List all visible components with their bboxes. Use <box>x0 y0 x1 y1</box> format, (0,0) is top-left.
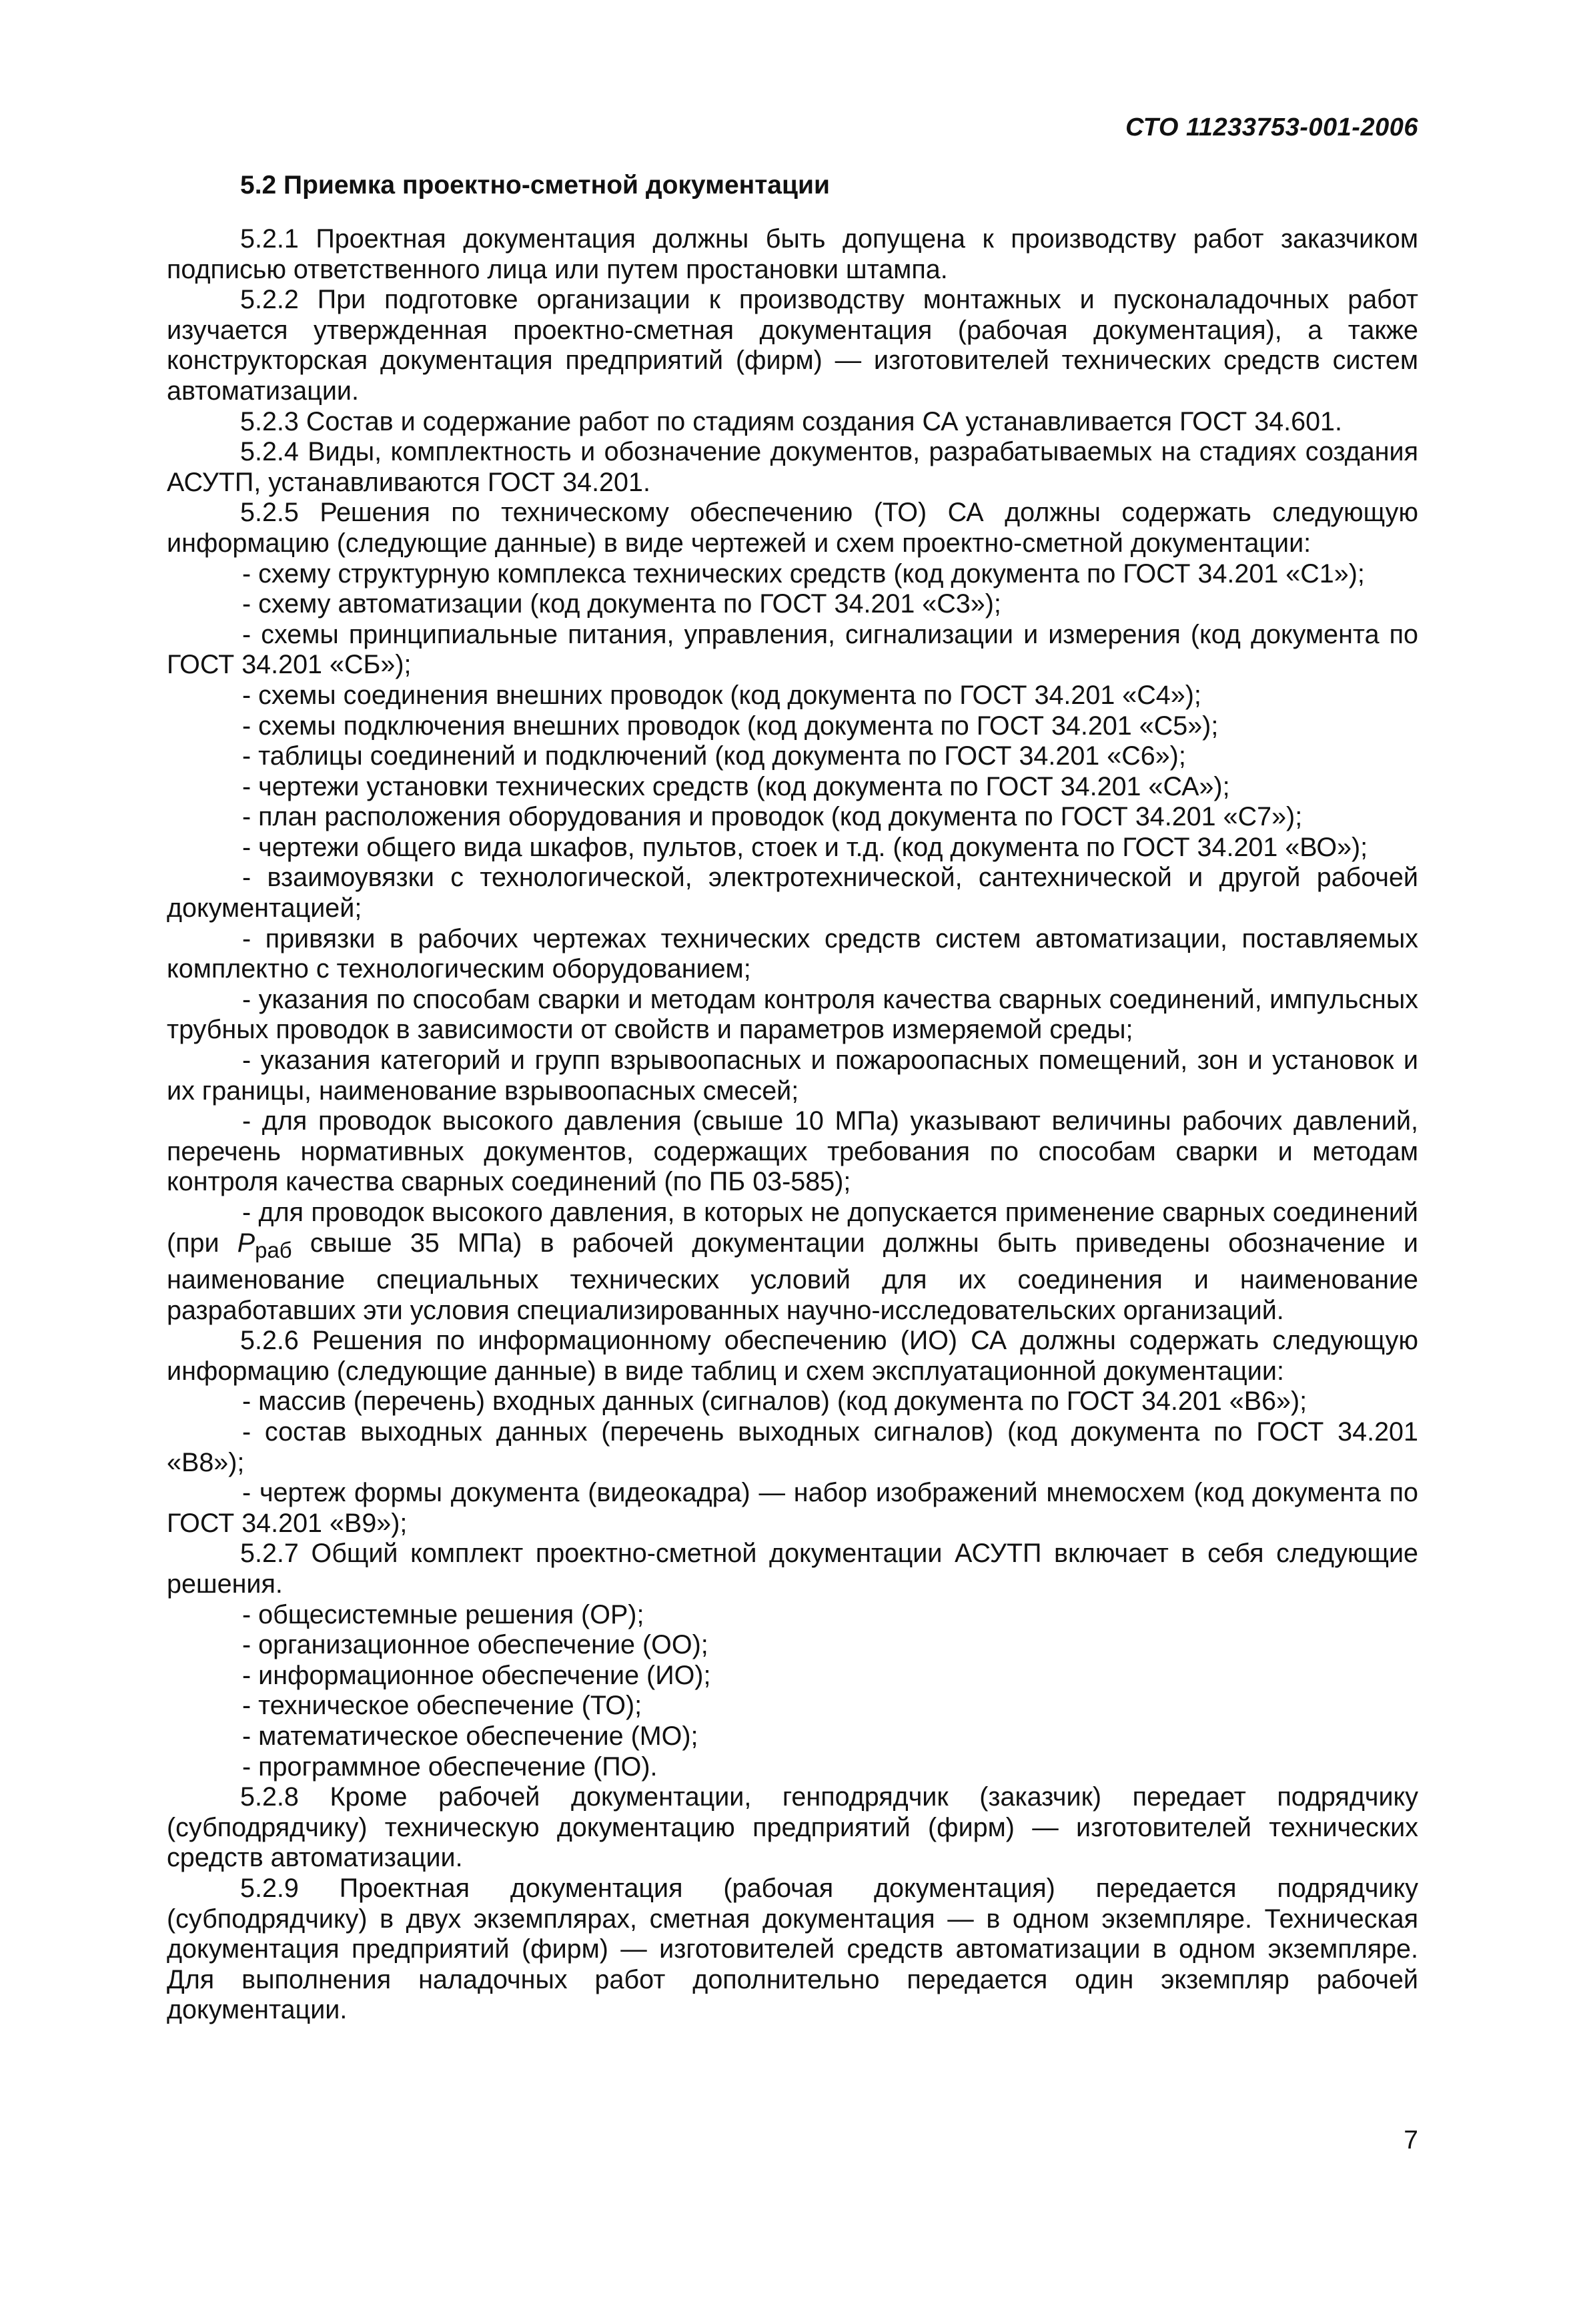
list-item: - схему автоматизации (код документа по ГОСТ 34.201 «С3»); <box>242 589 1001 619</box>
body-text <box>167 224 1418 2026</box>
list-item: - организационное обеспечение (ОО); <box>242 1630 708 1660</box>
list-item: - указания категорий и групп взрывоопасных и пожароопасных помещений, зон и установок и их границы, наименование взрывоопасных смесей; <box>167 1046 1418 1106</box>
section-title: 5.2 Приемка проектно-сметной документации <box>240 171 830 200</box>
page-number: 7 <box>1404 2126 1418 2155</box>
list-item: - указания по способам сварки и методам контроля качества сварных соединений, импульсных трубных проводок в зависимости от свойств и параметров измеряемой среды; <box>167 984 1418 1045</box>
list-item: - таблицы соединений и подключений (код документа по ГОСТ 34.201 «С6»); <box>242 741 1186 771</box>
paragraph: 5.2.2 При подготовке организации к производству монтажных и пусконаладочных работ изучается утвержденная проектно-сметная документация (рабочая документация), а также конструкторская документация предприятий (фирм) — изготовителей технических средств систем автоматизации. <box>167 285 1418 406</box>
list-item: - для проводок высокого давления (свыше 10 МПа) указывают величины рабочих давлений, перечень нормативных документов, содержащих требования по способам сварки и методам контроля качества сварных соединений (по ПБ 03-585); <box>167 1106 1418 1197</box>
paragraph: 5.2.6 Решения по информационному обеспечению (ИО) СА должны содержать следующую информацию (следующие данные) в виде таблиц и схем эксплуатационной документации: <box>167 1326 1418 1386</box>
paragraph: 5.2.4 Виды, комплектность и обозначение документов, разрабатываемых на стадиях создания АСУТП, устанавливаются ГОСТ 34.201. <box>167 437 1418 497</box>
text-before-formula: - для проводок высокого давления, в которых не допускается применение сварных соединений (при <box>167 1198 1418 1258</box>
list-item: - техническое обеспечение (ТО); <box>242 1691 642 1721</box>
list-item: - информационное обеспечение (ИО); <box>242 1660 711 1690</box>
list-item: - программное обеспечение (ПО). <box>242 1752 658 1782</box>
paragraph: 5.2.5 Решения по техническому обеспечению (ТО) СА должны содержать следующую информацию (следующие данные) в виде чертежей и схем проектно-сметной документации: <box>167 498 1418 558</box>
paragraph: 5.2.1 Проектная документация должны быть допущена к производству работ заказчиком подписью ответственного лица или путем простановки штампа. <box>167 224 1418 284</box>
list-item: - взаимоувязки с технологической, электротехнической, сантехнической и другой рабочей документацией; <box>167 863 1418 923</box>
paragraph: 5.2.8 Кроме рабочей документации, генподрядчик (заказчик) передает подрядчику (субподрядчику) техническую документацию предприятий (фирм) — изготовителей технических средств автоматизации. <box>167 1782 1418 1873</box>
list-item: - математическое обеспечение (МО); <box>242 1721 698 1751</box>
list-item-formula <box>167 1198 1418 1326</box>
list-item: - чертежи общего вида шкафов, пультов, стоек и т.д. (код документа по ГОСТ 34.201 «ВО»); <box>242 832 1368 862</box>
pressure-symbol: P <box>237 1228 255 1258</box>
paragraph: 5.2.9 Проектная документация (рабочая документация) передается подрядчику (субподрядчику) в двух экземплярах, сметная документация — в одном экземпляре. Техническая документация предприятий (фирм) — изготовителей средств автоматизации в одном экземпляре. Для выполнения наладочных работ дополнительно передается один экземпляр рабочей документации. <box>167 1873 1418 2025</box>
list-item: - план расположения оборудования и проводок (код документа по ГОСТ 34.201 «С7»); <box>242 802 1303 832</box>
text-after-formula: свыше 35 МПа) в рабочей документации должны быть приведены обозначение и наименование специальных технических условий для их соединения и наименование разработавших эти условия специализированных научно-исследовательских организаций. <box>167 1228 1418 1325</box>
document-code: СТО 11233753-001-2006 <box>1125 113 1418 141</box>
paragraph: 5.2.7 Общий комплект проектно-сметной документации АСУТП включает в себя следующие решения. <box>167 1539 1418 1599</box>
paragraph: 5.2.3 Состав и содержание работ по стадиям создания СА устанавливается ГОСТ 34.601. <box>240 406 1342 436</box>
pressure-subscript: раб <box>255 1237 292 1262</box>
list-item: - состав выходных данных (перечень выходных сигналов) (код документа по ГОСТ 34.201 «В8»); <box>167 1417 1418 1477</box>
list-item: - общесистемные решения (ОР); <box>242 1599 644 1629</box>
list-item: - чертежи установки технических средств (код документа по ГОСТ 34.201 «СА»); <box>242 771 1230 801</box>
list-item: - схемы принципиальные питания, управления, сигнализации и измерения (код документа по ГОСТ 34.201 «СБ»); <box>167 619 1418 680</box>
list-item: - схемы соединения внешних проводок (код документа по ГОСТ 34.201 «С4»); <box>242 680 1201 710</box>
list-item: - привязки в рабочих чертежах технических средств систем автоматизации, поставляемых комплектно с технологическим оборудованием; <box>167 923 1418 984</box>
list-item: - схему структурную комплекса технических средств (код документа по ГОСТ 34.201 «С1»); <box>242 558 1365 589</box>
list-item: - чертеж формы документа (видеокадра) — набор изображений мнемосхем (код документа по ГОСТ 34.201 «В9»); <box>167 1478 1418 1538</box>
list-item: - схемы подключения внешних проводок (код документа по ГОСТ 34.201 «С5»); <box>242 711 1219 741</box>
list-item: - массив (перечень) входных данных (сигналов) (код документа по ГОСТ 34.201 «В6»); <box>242 1387 1307 1417</box>
